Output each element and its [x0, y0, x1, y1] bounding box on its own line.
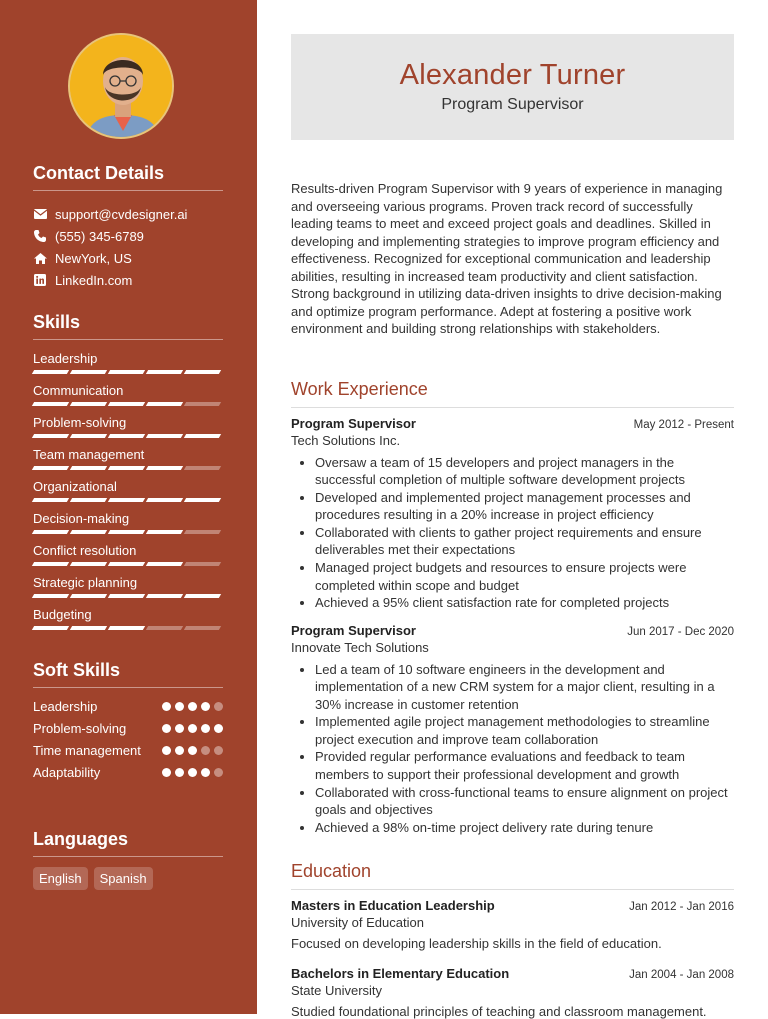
skill-label: Conflict resolution	[33, 543, 137, 558]
job-bullets	[291, 661, 734, 836]
job-bullet: • Developed and implemented project management processes and procedures resulting in a 20% increase in project efficiency	[315, 489, 734, 524]
contact-title: Contact Details	[33, 163, 223, 191]
skill-level-segment	[70, 498, 107, 502]
skill-item	[33, 574, 223, 606]
soft-skills-title: Soft Skills	[33, 660, 223, 688]
skills-list	[33, 350, 223, 638]
job-entry	[291, 416, 734, 612]
rating-dot	[201, 768, 210, 777]
skill-level-segment	[32, 626, 69, 630]
skill-item	[33, 606, 223, 638]
job-bullet: • Achieved a 98% on-time project delivery rate during tenure	[315, 819, 734, 836]
education-title: Education	[291, 861, 734, 890]
skill-level-bar	[33, 498, 220, 502]
soft-skill-item	[33, 720, 223, 742]
skills-title: Skills	[33, 312, 223, 340]
skill-level-bar	[33, 562, 220, 566]
skill-level-segment	[184, 562, 221, 566]
soft-skill-item	[33, 698, 223, 720]
job-title: Program Supervisor	[291, 623, 416, 638]
skill-level-segment	[32, 594, 69, 598]
skill-level-segment	[70, 626, 107, 630]
soft-skill-rating	[162, 742, 223, 764]
candidate-role: Program Supervisor	[441, 96, 584, 113]
job-bullet: • Collaborated with cross-functional teams to ensure alignment on project goals and objectives	[315, 784, 734, 819]
skill-level-segment	[70, 562, 107, 566]
soft-skill-rating	[162, 720, 223, 742]
rating-dot	[214, 724, 223, 733]
rating-dot	[162, 724, 171, 733]
skill-level-segment	[32, 498, 69, 502]
skill-level-segment	[32, 562, 69, 566]
skill-level-segment	[184, 626, 221, 630]
linkedin-icon	[33, 273, 47, 287]
education-entry	[291, 898, 734, 951]
skill-level-segment	[146, 370, 183, 374]
skill-level-bar	[33, 434, 220, 438]
skill-level-segment	[146, 530, 183, 534]
degree-title: Bachelors in Elementary Education	[291, 966, 510, 981]
skill-item	[33, 382, 223, 414]
skill-level-segment	[108, 562, 145, 566]
skill-level-segment	[146, 594, 183, 598]
skill-level-segment	[184, 498, 221, 502]
contact-email-text: support@cvdesigner.ai	[55, 206, 188, 222]
skill-label: Organizational	[33, 479, 117, 494]
skills-section	[33, 312, 223, 638]
soft-skill-label: Time management	[33, 743, 141, 758]
soft-skills-section	[33, 660, 223, 786]
work-experience-title: Work Experience	[291, 379, 734, 408]
job-bullet: • Achieved a 95% client satisfaction rate for completed projects	[315, 594, 734, 611]
languages-section	[33, 829, 223, 890]
skill-level-segment	[108, 466, 145, 470]
soft-skill-item	[33, 742, 223, 764]
profile-photo-icon	[70, 35, 174, 139]
sidebar	[0, 0, 257, 1014]
skill-label: Decision-making	[33, 511, 130, 526]
rating-dot	[175, 702, 184, 711]
skill-level-segment	[32, 402, 69, 406]
job-date: May 2012 - Present	[633, 419, 734, 431]
contact-location	[33, 247, 223, 269]
skill-level-segment	[70, 594, 107, 598]
job-bullets	[291, 454, 734, 612]
soft-skill-label: Adaptability	[33, 765, 101, 780]
soft-skill-label: Leadership	[33, 699, 98, 714]
skill-level-segment	[70, 466, 107, 470]
rating-dot	[201, 702, 210, 711]
contact-section	[33, 163, 223, 291]
skill-level-segment	[32, 370, 69, 374]
contact-phone[interactable]	[33, 225, 223, 247]
education-date: Jan 2004 - Jan 2008	[629, 969, 734, 981]
skill-item	[33, 350, 223, 382]
rating-dot	[188, 724, 197, 733]
contact-location-text: NewYork, US	[55, 250, 132, 266]
job-entry	[291, 623, 734, 836]
skill-level-segment	[146, 498, 183, 502]
contact-linkedin[interactable]	[33, 269, 223, 291]
language-tag: Spanish	[94, 867, 153, 890]
rating-dot	[175, 724, 184, 733]
languages-title: Languages	[33, 829, 223, 857]
skill-level-segment	[146, 562, 183, 566]
name-header	[291, 34, 734, 140]
skill-label: Problem-solving	[33, 415, 127, 430]
skill-item	[33, 510, 223, 542]
skill-level-segment	[70, 530, 107, 534]
skill-level-segment	[108, 402, 145, 406]
education-description: Studied foundational principles of teaching and classroom management.	[291, 1004, 707, 1019]
school-name: State University	[291, 983, 383, 998]
phone-icon	[33, 229, 47, 243]
contact-email[interactable]	[33, 203, 223, 225]
skill-level-segment	[32, 434, 69, 438]
skill-level-segment	[70, 402, 107, 406]
skill-level-segment	[108, 594, 145, 598]
language-tag: English	[33, 867, 88, 890]
education-description: Focused on developing leadership skills in the field of education.	[291, 936, 662, 951]
skill-level-segment	[146, 434, 183, 438]
skill-item	[33, 478, 223, 510]
skill-level-segment	[108, 498, 145, 502]
contact-linkedin-text: LinkedIn.com	[55, 272, 133, 288]
soft-skills-list	[33, 698, 223, 786]
soft-skill-item	[33, 764, 223, 786]
job-bullet: • Oversaw a team of 15 developers and project managers in the successful completion of multiple software development projects	[315, 454, 734, 489]
soft-skill-label: Problem-solving	[33, 721, 127, 736]
skill-level-segment	[32, 466, 69, 470]
job-company: Tech Solutions Inc.	[291, 433, 401, 448]
skill-level-segment	[184, 370, 221, 374]
rating-dot	[188, 768, 197, 777]
candidate-name: Alexander Turner	[399, 59, 626, 91]
rating-dot	[175, 768, 184, 777]
rating-dot	[214, 702, 223, 711]
skill-item	[33, 542, 223, 574]
education-entry	[291, 966, 734, 1019]
skill-level-segment	[108, 434, 145, 438]
education-date: Jan 2012 - Jan 2016	[629, 901, 734, 913]
soft-skill-rating	[162, 764, 223, 786]
job-bullet: • Implemented agile project management methodologies to streamline project execution and improve team collaboration	[315, 713, 734, 748]
email-icon	[33, 207, 47, 221]
job-bullet: • Collaborated with clients to gather project requirements and ensure deliverables met their expectations	[315, 524, 734, 559]
job-bullet: • Managed project budgets and resources to ensure projects were completed within scope and budget	[315, 559, 734, 594]
skill-level-segment	[184, 594, 221, 598]
rating-dot	[175, 746, 184, 755]
skill-label: Strategic planning	[33, 575, 138, 590]
profile-summary: Results-driven Program Supervisor with 9 years of experience in managing and overseeing various programs. Proven track record of successfully leading teams to meet and exceed project goals and deadlines. Skilled in developing and implementing strategies to improve program efficiency and effectiveness. Recognized for exceptional communication and leadership abilities, resulting in increased team productivity and client satisfaction. Strong background in utilizing data-driven insights to drive decision-making and optimize program performance. Adept at fostering a positive work environment and building strong relationships with stakeholders.	[291, 181, 723, 336]
skill-label: Leadership	[33, 351, 98, 366]
skill-level-segment	[108, 530, 145, 534]
job-bullet: • Provided regular performance evaluations and feedback to team members to support their professional development and growth	[315, 748, 734, 783]
skill-level-segment	[32, 530, 69, 534]
skill-level-bar	[33, 530, 220, 534]
skill-level-bar	[33, 626, 220, 630]
rating-dot	[201, 724, 210, 733]
skill-level-segment	[108, 370, 145, 374]
skill-level-segment	[146, 626, 183, 630]
rating-dot	[201, 746, 210, 755]
skill-level-segment	[70, 434, 107, 438]
skill-level-segment	[146, 402, 183, 406]
job-bullet: • Led a team of 10 software engineers in the development and implementation of a new CRM system for a major client, resulting in a 30% increase in customer retention	[315, 661, 734, 713]
contact-phone-text: (555) 345-6789	[55, 228, 144, 244]
avatar	[68, 33, 174, 139]
degree-title: Masters in Education Leadership	[291, 898, 495, 913]
skill-level-segment	[146, 466, 183, 470]
skill-level-bar	[33, 402, 220, 406]
rating-dot	[214, 746, 223, 755]
rating-dot	[162, 746, 171, 755]
skill-level-segment	[184, 466, 221, 470]
job-date: Jun 2017 - Dec 2020	[627, 626, 734, 638]
skill-level-segment	[184, 402, 221, 406]
skill-level-segment	[70, 370, 107, 374]
skill-label: Budgeting	[33, 607, 92, 622]
skill-label: Communication	[33, 383, 124, 398]
skill-item	[33, 414, 223, 446]
rating-dot	[214, 768, 223, 777]
skill-level-bar	[33, 370, 220, 374]
school-name: University of Education	[291, 915, 424, 930]
skill-level-bar	[33, 466, 220, 470]
home-icon	[33, 251, 47, 265]
skill-label: Team management	[33, 447, 145, 462]
skill-item	[33, 446, 223, 478]
skill-level-segment	[184, 434, 221, 438]
rating-dot	[162, 702, 171, 711]
skill-level-segment	[184, 530, 221, 534]
job-title: Program Supervisor	[291, 416, 416, 431]
skill-level-bar	[33, 594, 220, 598]
job-company: Innovate Tech Solutions	[291, 640, 429, 655]
rating-dot	[188, 746, 197, 755]
soft-skill-rating	[162, 698, 223, 720]
skill-level-segment	[108, 626, 145, 630]
rating-dot	[162, 768, 171, 777]
rating-dot	[188, 702, 197, 711]
